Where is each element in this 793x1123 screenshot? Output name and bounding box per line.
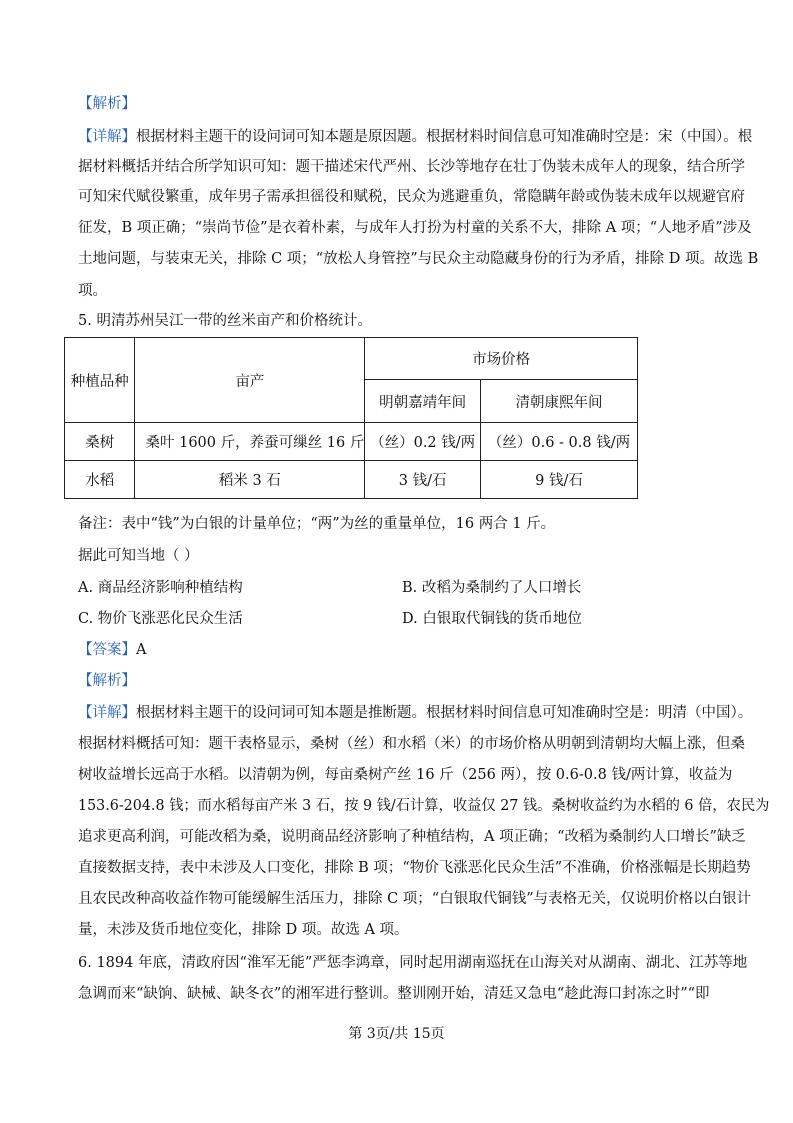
- cell-ming: （丝）0.2 钱/两: [365, 423, 481, 461]
- analysis-tag: 【解析】: [78, 96, 136, 112]
- option-b[interactable]: B. 改稻为桑制约了人口增长: [402, 580, 582, 596]
- header-qing: 清朝康熙年间: [480, 380, 637, 423]
- q5-stem: 5. 明清苏州吴江一带的丝米亩产和价格统计。: [78, 313, 372, 329]
- answer-tag: 【答案】: [78, 642, 136, 658]
- header-yield: 亩产: [135, 338, 365, 423]
- cell-yield: 稻米 3 石: [135, 461, 365, 499]
- q4-detail-line-4: 征发，B 项正确；“崇尚节俭”是衣着朴素，与成年人打扮为村童的关系不大，排除 A 项；“人地矛盾”涉及: [78, 220, 752, 236]
- cell-yield: 桑叶 1600 斤，养蚕可缫丝 16 斤: [135, 423, 365, 461]
- q4-detail-line-2: 据材料概括并结合所学知识可知：题干描述宋代严州、长沙等地存在壮丁伪装未成年人的现象，结合所学: [78, 159, 745, 175]
- cell-ming: 3 钱/石: [365, 461, 481, 499]
- cell-qing: 9 钱/石: [480, 461, 637, 499]
- option-d[interactable]: D. 白银取代铜钱的货币地位: [402, 611, 582, 627]
- q5-detail-line-7: 且农民改种高收益作物可能缓解生活压力，排除 C 项；“白银取代铜钱”与表格无关，仅说明价格以白银计: [78, 891, 752, 907]
- q4-detail-line-3: 可知宋代赋役繁重，成年男子需承担徭役和赋税，民众为逃避重负，常隐瞒年龄或伪装未成年以规避官府: [78, 189, 745, 205]
- analysis-tag: 【解析】: [78, 673, 136, 689]
- page-footer: 第 3页/共 15页: [348, 1026, 445, 1042]
- detail-tag: 【详解】: [78, 129, 136, 145]
- q5-detail-line-6: 直接数据支持，表中未涉及人口变化，排除 B 项；“物价飞涨恶化民众生活”不准确，价格涨幅是长期趋势: [78, 860, 751, 876]
- q5-detail-line-4: 153.6-204.8 钱；而水稻每亩产米 3 石，按 9 钱/石计算，收益仅 27 钱。桑树收益约为水稻的 6 倍，农民为: [78, 798, 770, 814]
- option-a[interactable]: A. 商品经济影响种植结构: [78, 580, 243, 596]
- answer-line: [78, 640, 146, 660]
- table-row: [65, 461, 638, 499]
- q4-detail-line-6: 项。: [78, 283, 107, 299]
- answer-value: A: [136, 642, 147, 658]
- cell-variety: 水稻: [65, 461, 135, 499]
- q6-line-1: 6. 1894 年底，清政府因“淮军无能”严惩李鸿章，同时起用湖南巡抚在山海关对从湖南、湖北、江苏等地: [78, 955, 748, 971]
- q5-detail-line-3: 树收益增长远高于水稻。以清朝为例，每亩桑树产丝 16 斤（256 两），按 0.6-0.8 钱/两计算，收益为: [78, 767, 733, 783]
- option-c[interactable]: C. 物价飞涨恶化民众生活: [78, 611, 243, 627]
- table-note: 备注：表中“钱”为白银的计量单位；“两”为丝的重量单位，16 两合 1 斤。: [78, 516, 556, 532]
- header-market-price: 市场价格: [365, 338, 638, 380]
- header-variety: 种植品种: [65, 338, 135, 423]
- q5-detail-line-2: 根据材料概括可知：题干表格显示，桑树（丝）和水稻（米）的市场价格从明朝到清朝均大幅上涨，但桑: [78, 736, 745, 752]
- q5-detail-line-5: 追求更高利润，可能改稻为桑，说明商品经济影响了种植结构，A 项正确；“改稻为桑制约人口增长”缺乏: [78, 829, 746, 845]
- header-ming: 明朝嘉靖年间: [365, 380, 481, 423]
- q6-line-2: 急调而来“缺饷、缺械、缺冬衣”的湘军进行整训。整训刚开始，清廷又急电“趁此海口封冻之时”“即: [78, 986, 710, 1002]
- q5-question: 据此可知当地（ ）: [78, 548, 199, 564]
- detail-tag: 【详解】: [78, 705, 136, 721]
- cell-qing: （丝）0.6 - 0.8 钱/两: [480, 423, 637, 461]
- q5-detail-line-8: 量，未涉及货币地位变化，排除 D 项。故选 A 项。: [78, 922, 409, 938]
- q5-detail-line-1: 【详解】根据材料主题干的设问词可知本题是推断题。根据材料时间信息可知准确时空是：明清（中国）。: [78, 705, 753, 721]
- table-row: [65, 423, 638, 461]
- price-table: [64, 337, 638, 499]
- q4-detail-line-1: 【详解】根据材料主题干的设问词可知本题是原因题。根据材料时间信息可知准确时空是：宋（中国）。根: [78, 129, 753, 145]
- q4-detail-line-5: 土地问题，与装束无关，排除 C 项；“放松人身管控”与民众主动隐藏身份的行为矛盾，排除 D 项。故选 B: [78, 251, 759, 267]
- cell-variety: 桑树: [65, 423, 135, 461]
